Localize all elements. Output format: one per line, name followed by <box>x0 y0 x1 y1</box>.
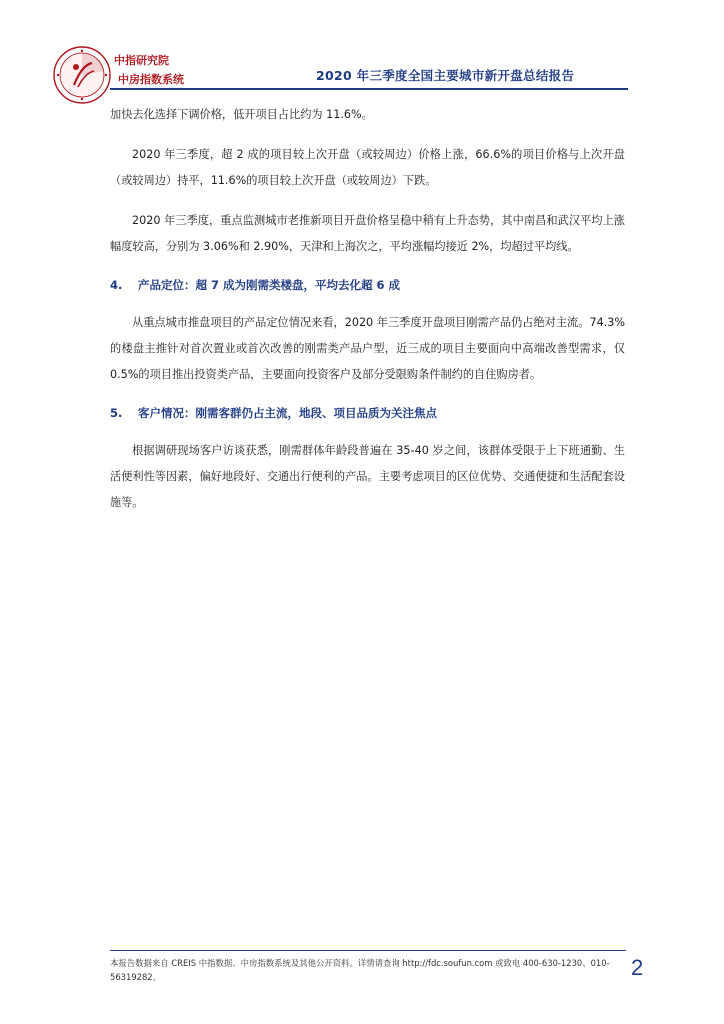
header-divider <box>110 88 628 90</box>
paragraph: 加快去化选择下调价格，低开项目占比约为 11.6%。 <box>110 108 373 121</box>
section-number: 5. <box>110 406 123 420</box>
report-title: 2020 年三季度全国主要城市新开盘总结报告 <box>316 68 575 83</box>
page-number: 2 <box>631 955 644 980</box>
org-name-primary: 中指研究院 <box>114 54 169 67</box>
section-title: 产品定位：超 7 成为刚需类楼盘，平均去化超 6 成 <box>138 278 401 292</box>
paragraph: 2020 年三季度，重点监测城市老推新项目开盘价格呈稳中稍有上升态势，其中南昌和武汉平均上涨幅度较高，分别为 3.06%和 2.90%，天津和上海次之，平均涨幅均接近 2%，均超过平均线。 <box>110 214 625 253</box>
document-body <box>110 102 625 530</box>
paragraph: 根据调研现场客户访谈获悉，刚需群体年龄段普遍在 35-40 岁之间，该群体受限于上下班通勤、生活便利性等因素，偏好地段好、交通出行便利的产品。主要考虑项目的区位优势、交通便捷和生活配套设施等。 <box>110 444 625 509</box>
footer-divider <box>110 950 626 951</box>
zhongzhi-logo <box>52 45 112 105</box>
org-name-secondary: 中房指数系统 <box>118 73 184 86</box>
section-number: 4. <box>110 278 123 292</box>
section-heading-4 <box>110 274 625 296</box>
paragraph: 从重点城市推盘项目的产品定位情况来看，2020 年三季度开盘项目刚需产品仍占绝对主流。74.3%的楼盘主推针对首次置业或首次改善的刚需类产品户型，近三成的项目主要面向中高端改善型需求，仅 0.5%的项目推出投资类产品，主要面向投资客户及部分受限购条件制约的自住购房者。 <box>110 316 625 381</box>
footer-note: 本报告数据来自 CREIS 中指数据、中房指数系统及其他公开资料。详情请查询 http://fdc.soufun.com 或致电 400-630-1230、010-56319282。 <box>110 958 610 982</box>
paragraph: 2020 年三季度，超 2 成的项目较上次开盘（或较周边）价格上涨，66.6%的项目价格与上次开盘（或较周边）持平，11.6%的项目较上次开盘（或较周边）下跌。 <box>110 148 625 187</box>
section-heading-5 <box>110 402 625 424</box>
section-title: 客户情况：刚需客群仍占主流，地段、项目品质为关注焦点 <box>138 406 437 420</box>
